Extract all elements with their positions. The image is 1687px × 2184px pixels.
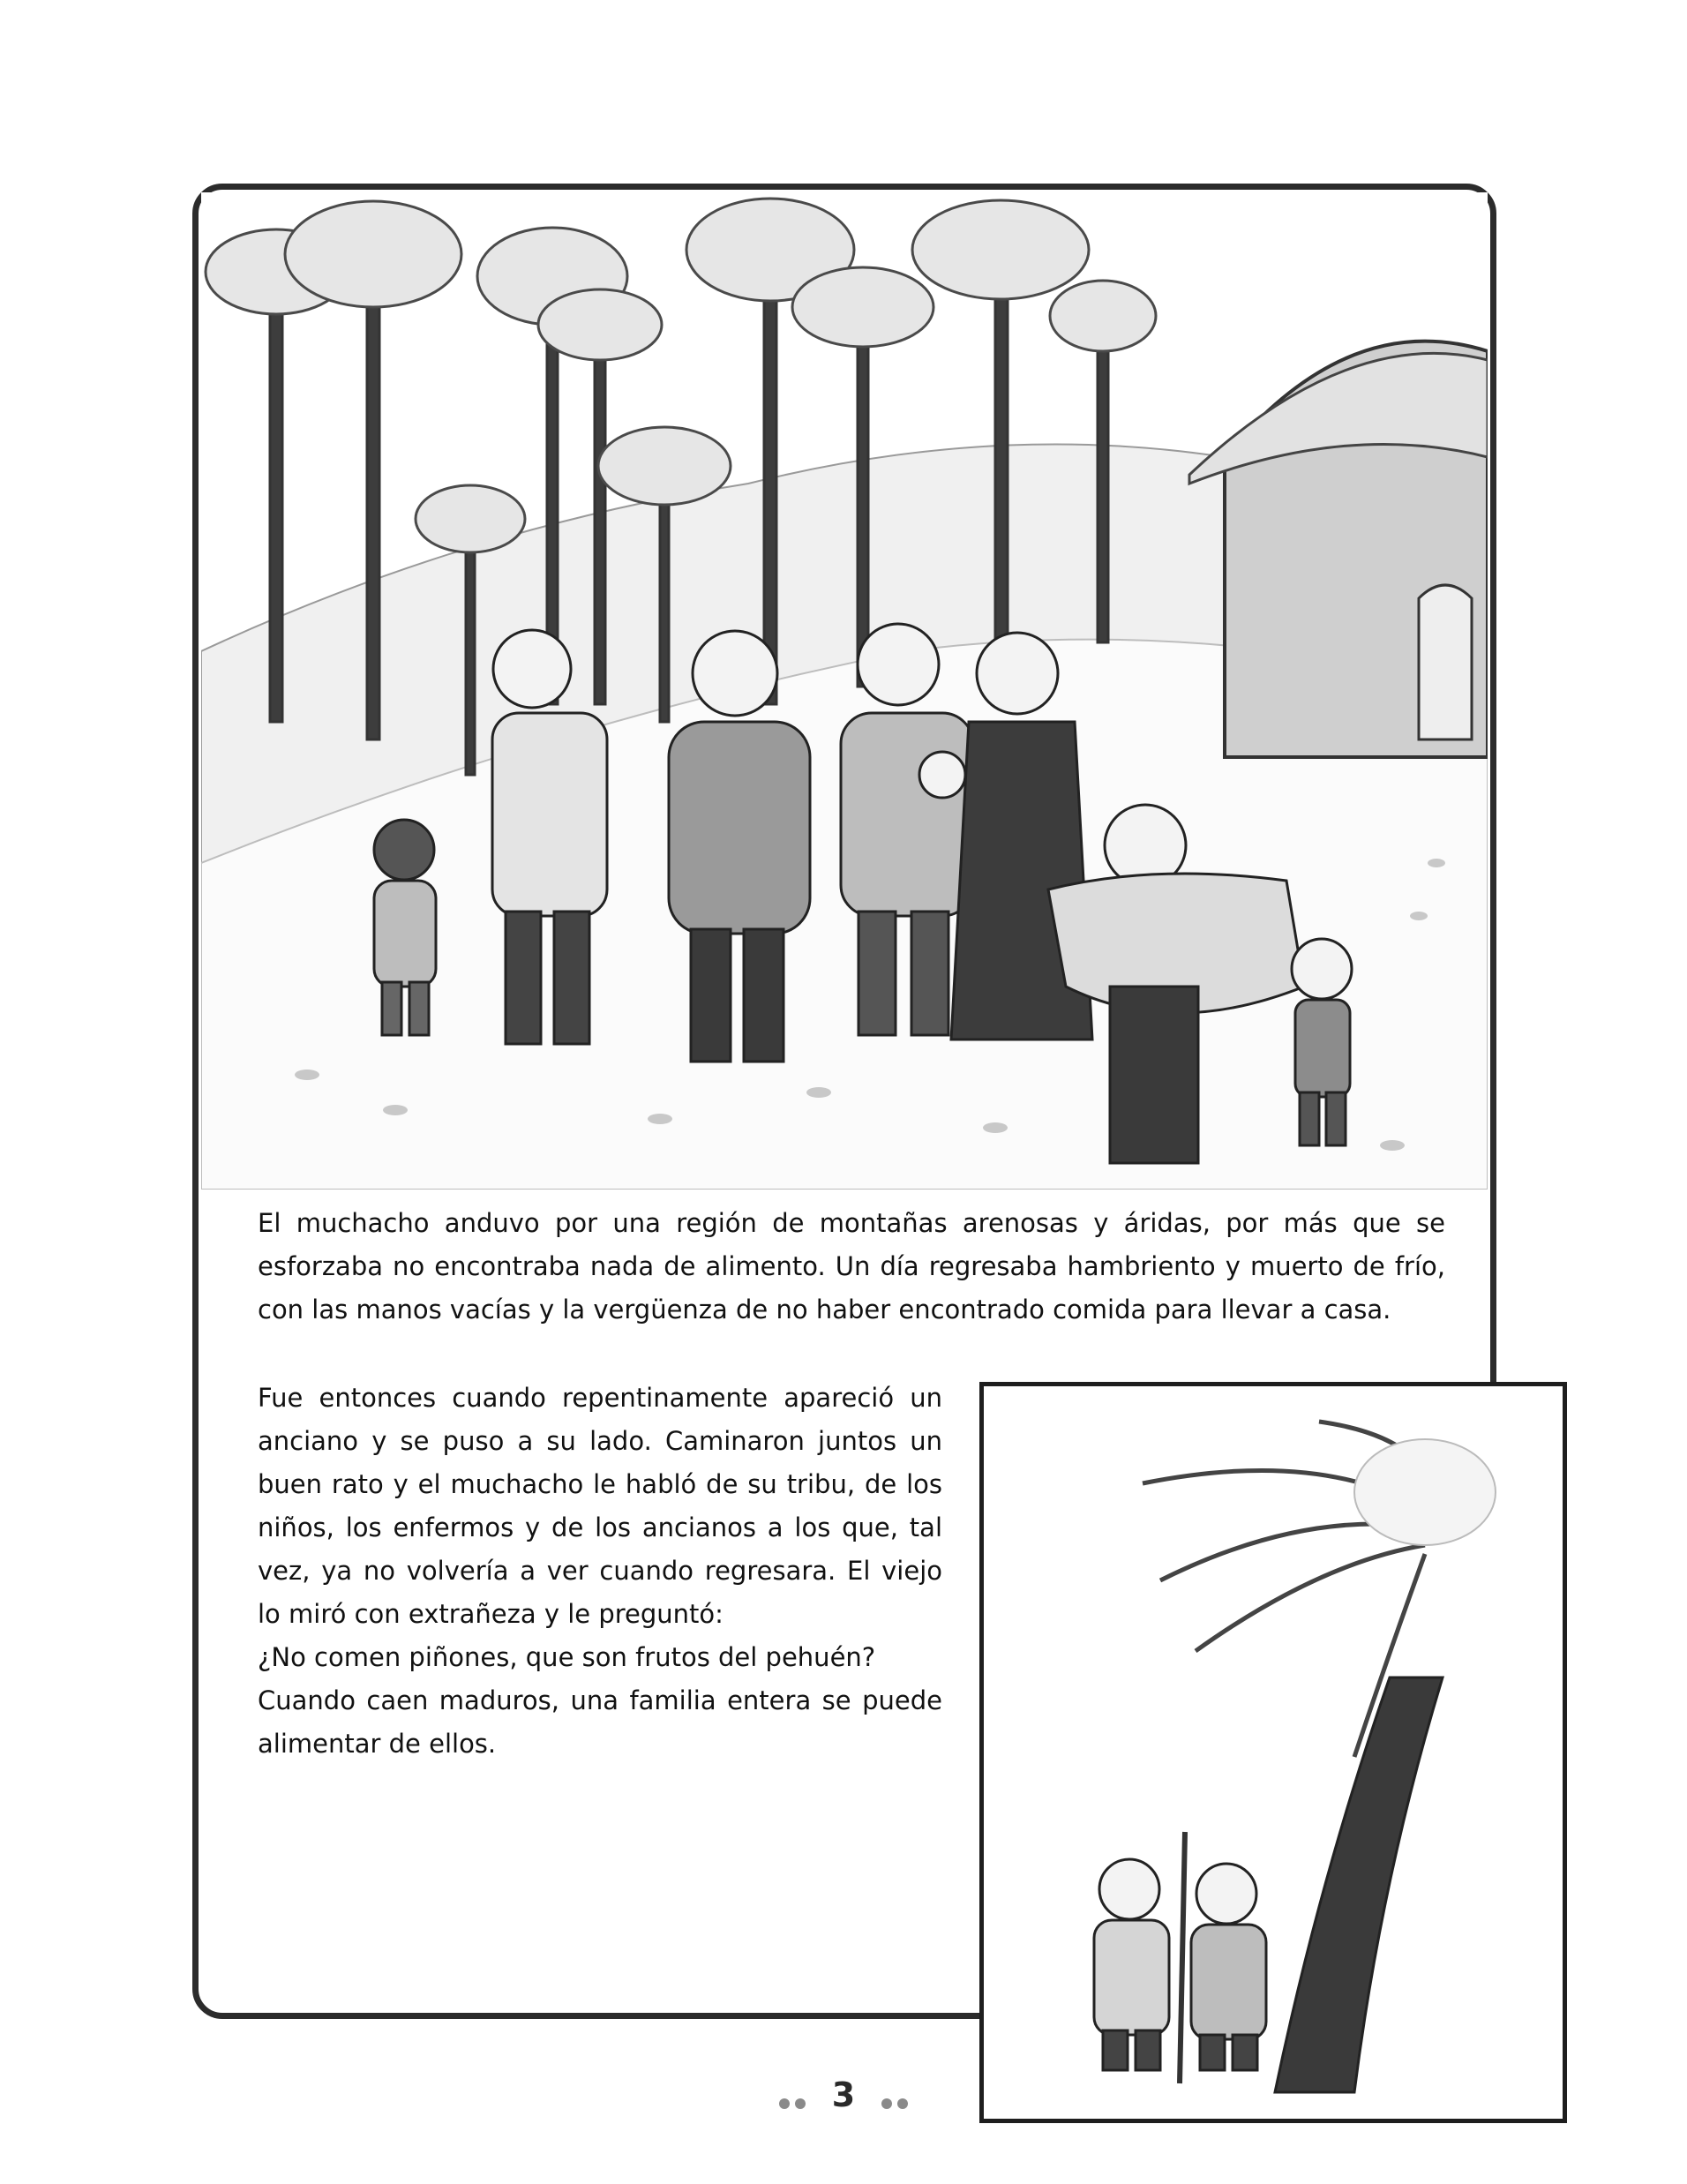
decorative-dots-right	[879, 2078, 911, 2117]
illustration-village-scene	[201, 192, 1488, 1190]
page-number-label: 3	[831, 2075, 856, 2114]
illustration-pehuen-tree	[984, 1386, 1563, 2119]
story-paragraph-1: El muchacho anduvo por una región de montañas arenosas y áridas, por más que se esforzaba no encontraba nada de alimento. Un día regresaba hambriento y muerto de frío, con las manos vacías y la vergüenza de no haber encontrado comida para llevar a casa.	[258, 1208, 1445, 1325]
decorative-dots-left	[776, 2078, 808, 2117]
page-number	[0, 2075, 1687, 2117]
story-paragraph-2: Fue entonces cuando repentinamente apareció un anciano y se puso a su lado. Caminaron juntos un buen rato y el muchacho le habló de su tribu, de los niños, los enfermos y de los ancianos a los que, tal vez, ya no volvería a ver cuando regresara. El viejo lo miró con extrañeza y le preguntó: ¿No comen piñones, que son frutos del pehuén? Cuando caen maduros, una familia entera se puede alimentar de ellos.	[258, 1383, 942, 1759]
inset-illustration-frame	[979, 1382, 1567, 2123]
